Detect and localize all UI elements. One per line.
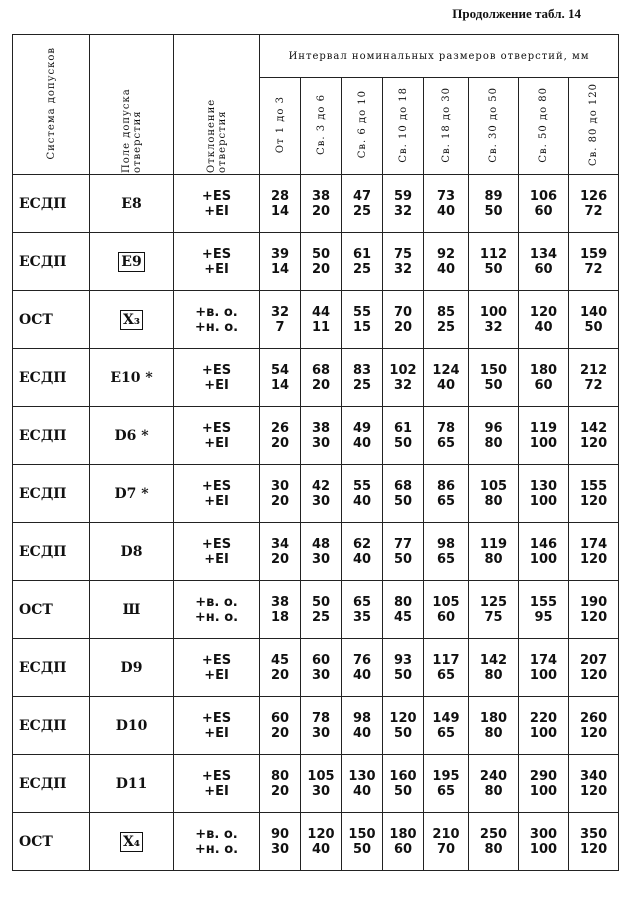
deviation-value-cell: 180 80 xyxy=(469,697,519,755)
deviation-value-cell: 73 40 xyxy=(424,175,469,233)
system-cell: ОСТ xyxy=(13,291,90,349)
deviation-value-cell: 93 50 xyxy=(383,639,424,697)
deviation-value-cell: 38 30 xyxy=(301,407,342,465)
table-caption: Продолжение табл. 14 xyxy=(452,6,581,21)
deviation-cell: +ES +EI xyxy=(174,349,260,407)
deviation-value-cell: 105 30 xyxy=(301,755,342,813)
table-row xyxy=(13,465,619,523)
deviation-value-cell: 300 100 xyxy=(519,813,569,871)
deviation-value-cell: 76 40 xyxy=(342,639,383,697)
deviation-value-cell: 350 120 xyxy=(569,813,619,871)
deviation-value-cell: 90 30 xyxy=(260,813,301,871)
header-deviation: Отклонение отверстия xyxy=(174,35,260,175)
deviation-value-cell: 149 65 xyxy=(424,697,469,755)
table-row xyxy=(13,233,619,291)
deviation-value-cell: 117 65 xyxy=(424,639,469,697)
deviation-cell: +ES +EI xyxy=(174,233,260,291)
deviation-value-cell: 78 30 xyxy=(301,697,342,755)
deviation-value-cell: 142 120 xyxy=(569,407,619,465)
tolerance-field-cell: E10 * xyxy=(90,349,174,407)
header-interval: Св. 30 до 50 xyxy=(469,78,519,175)
deviation-value-cell: 120 50 xyxy=(383,697,424,755)
deviation-value-cell: 85 25 xyxy=(424,291,469,349)
deviation-value-cell: 160 50 xyxy=(383,755,424,813)
header-interval: Св. 6 до 10 xyxy=(342,78,383,175)
deviation-value-cell: 80 20 xyxy=(260,755,301,813)
deviation-value-cell: 125 75 xyxy=(469,581,519,639)
deviation-value-cell: 220 100 xyxy=(519,697,569,755)
tolerance-field-cell: X₄ xyxy=(90,813,174,871)
table-row xyxy=(13,407,619,465)
deviation-value-cell: 96 80 xyxy=(469,407,519,465)
deviation-value-cell: 207 120 xyxy=(569,639,619,697)
tolerance-field-cell: D11 xyxy=(90,755,174,813)
system-cell: ЕСДП xyxy=(13,523,90,581)
deviation-cell: +ES +EI xyxy=(174,755,260,813)
system-cell: ОСТ xyxy=(13,581,90,639)
deviation-value-cell: 105 60 xyxy=(424,581,469,639)
deviation-value-cell: 159 72 xyxy=(569,233,619,291)
system-cell: ЕСДП xyxy=(13,639,90,697)
tolerance-field-cell: E9 xyxy=(90,233,174,291)
deviation-value-cell: 119 100 xyxy=(519,407,569,465)
deviation-value-cell: 34 20 xyxy=(260,523,301,581)
deviation-cell: +ES +EI xyxy=(174,697,260,755)
deviation-value-cell: 290 100 xyxy=(519,755,569,813)
deviation-value-cell: 65 35 xyxy=(342,581,383,639)
deviation-value-cell: 142 80 xyxy=(469,639,519,697)
deviation-cell: +ES +EI xyxy=(174,523,260,581)
header-interval-group: Интервал номинальных размеров отверстий, мм xyxy=(260,35,619,78)
deviation-value-cell: 55 40 xyxy=(342,465,383,523)
deviation-value-cell: 75 32 xyxy=(383,233,424,291)
table-row xyxy=(13,291,619,349)
header-interval: Св. 80 до 120 xyxy=(569,78,619,175)
deviation-value-cell: 120 40 xyxy=(301,813,342,871)
deviation-value-cell: 70 20 xyxy=(383,291,424,349)
deviation-value-cell: 126 72 xyxy=(569,175,619,233)
deviation-value-cell: 77 50 xyxy=(383,523,424,581)
deviation-value-cell: 98 65 xyxy=(424,523,469,581)
header-interval: Св. 3 до 6 xyxy=(301,78,342,175)
deviation-value-cell: 140 50 xyxy=(569,291,619,349)
system-cell: ЕСДП xyxy=(13,407,90,465)
header-interval: Св. 50 до 80 xyxy=(519,78,569,175)
tolerance-field-cell: X₃ xyxy=(90,291,174,349)
deviation-value-cell: 42 30 xyxy=(301,465,342,523)
deviation-value-cell: 240 80 xyxy=(469,755,519,813)
deviation-value-cell: 89 50 xyxy=(469,175,519,233)
deviation-value-cell: 260 120 xyxy=(569,697,619,755)
deviation-value-cell: 190 120 xyxy=(569,581,619,639)
header-field: Поле допуска отверстия xyxy=(90,35,174,175)
deviation-value-cell: 120 40 xyxy=(519,291,569,349)
deviation-value-cell: 50 20 xyxy=(301,233,342,291)
deviation-value-cell: 38 18 xyxy=(260,581,301,639)
deviation-value-cell: 68 20 xyxy=(301,349,342,407)
tolerance-field-cell: D7 * xyxy=(90,465,174,523)
header-system: Система допусков xyxy=(13,35,90,175)
deviation-value-cell: 68 50 xyxy=(383,465,424,523)
deviation-value-cell: 130 100 xyxy=(519,465,569,523)
deviation-value-cell: 212 72 xyxy=(569,349,619,407)
system-cell: ЕСДП xyxy=(13,233,90,291)
deviation-cell: +ES +EI xyxy=(174,639,260,697)
deviation-value-cell: 28 14 xyxy=(260,175,301,233)
deviation-value-cell: 124 40 xyxy=(424,349,469,407)
deviation-value-cell: 180 60 xyxy=(519,349,569,407)
deviation-cell: +ES +EI xyxy=(174,465,260,523)
deviation-value-cell: 150 50 xyxy=(469,349,519,407)
table-row xyxy=(13,697,619,755)
deviation-value-cell: 134 60 xyxy=(519,233,569,291)
deviation-value-cell: 174 120 xyxy=(569,523,619,581)
table-row xyxy=(13,581,619,639)
header-interval: Св. 10 до 18 xyxy=(383,78,424,175)
deviation-value-cell: 98 40 xyxy=(342,697,383,755)
tolerance-field-cell: D8 xyxy=(90,523,174,581)
deviation-value-cell: 26 20 xyxy=(260,407,301,465)
table-row xyxy=(13,639,619,697)
deviation-value-cell: 174 100 xyxy=(519,639,569,697)
tolerance-field-cell: D10 xyxy=(90,697,174,755)
deviation-value-cell: 102 32 xyxy=(383,349,424,407)
deviation-value-cell: 105 80 xyxy=(469,465,519,523)
deviation-value-cell: 150 50 xyxy=(342,813,383,871)
deviation-value-cell: 155 95 xyxy=(519,581,569,639)
deviation-value-cell: 106 60 xyxy=(519,175,569,233)
deviation-value-cell: 86 65 xyxy=(424,465,469,523)
deviation-value-cell: 146 100 xyxy=(519,523,569,581)
table-row xyxy=(13,349,619,407)
deviation-value-cell: 55 15 xyxy=(342,291,383,349)
tolerance-field-cell: D6 * xyxy=(90,407,174,465)
deviation-value-cell: 54 14 xyxy=(260,349,301,407)
table-row xyxy=(13,755,619,813)
deviation-value-cell: 49 40 xyxy=(342,407,383,465)
system-cell: ЕСДП xyxy=(13,465,90,523)
table-row xyxy=(13,813,619,871)
deviation-value-cell: 210 70 xyxy=(424,813,469,871)
deviation-value-cell: 39 14 xyxy=(260,233,301,291)
tolerance-table xyxy=(12,34,619,871)
tolerance-field-cell: Ш xyxy=(90,581,174,639)
header-interval: От 1 до 3 xyxy=(260,78,301,175)
deviation-value-cell: 60 30 xyxy=(301,639,342,697)
deviation-value-cell: 92 40 xyxy=(424,233,469,291)
deviation-value-cell: 100 32 xyxy=(469,291,519,349)
deviation-cell: +ES +EI xyxy=(174,175,260,233)
deviation-value-cell: 50 25 xyxy=(301,581,342,639)
deviation-value-cell: 61 50 xyxy=(383,407,424,465)
deviation-value-cell: 38 20 xyxy=(301,175,342,233)
tolerance-field-cell: E8 xyxy=(90,175,174,233)
deviation-value-cell: 155 120 xyxy=(569,465,619,523)
deviation-value-cell: 180 60 xyxy=(383,813,424,871)
deviation-value-cell: 61 25 xyxy=(342,233,383,291)
system-cell: ЕСДП xyxy=(13,697,90,755)
deviation-value-cell: 32 7 xyxy=(260,291,301,349)
deviation-value-cell: 250 80 xyxy=(469,813,519,871)
deviation-value-cell: 30 20 xyxy=(260,465,301,523)
deviation-cell: +ES +EI xyxy=(174,407,260,465)
deviation-value-cell: 130 40 xyxy=(342,755,383,813)
header-interval: Св. 18 до 30 xyxy=(424,78,469,175)
deviation-cell: +в. о. +н. о. xyxy=(174,291,260,349)
table-row xyxy=(13,175,619,233)
deviation-value-cell: 195 65 xyxy=(424,755,469,813)
system-cell: ЕСДП xyxy=(13,755,90,813)
deviation-value-cell: 45 20 xyxy=(260,639,301,697)
deviation-value-cell: 78 65 xyxy=(424,407,469,465)
deviation-value-cell: 80 45 xyxy=(383,581,424,639)
deviation-value-cell: 83 25 xyxy=(342,349,383,407)
deviation-value-cell: 60 20 xyxy=(260,697,301,755)
deviation-value-cell: 340 120 xyxy=(569,755,619,813)
deviation-cell: +в. о. +н. о. xyxy=(174,813,260,871)
deviation-value-cell: 44 11 xyxy=(301,291,342,349)
deviation-value-cell: 119 80 xyxy=(469,523,519,581)
deviation-value-cell: 47 25 xyxy=(342,175,383,233)
tolerance-field-cell: D9 xyxy=(90,639,174,697)
system-cell: ЕСДП xyxy=(13,349,90,407)
deviation-value-cell: 59 32 xyxy=(383,175,424,233)
deviation-value-cell: 62 40 xyxy=(342,523,383,581)
deviation-value-cell: 112 50 xyxy=(469,233,519,291)
system-cell: ЕСДП xyxy=(13,175,90,233)
deviation-value-cell: 48 30 xyxy=(301,523,342,581)
table-row xyxy=(13,523,619,581)
system-cell: ОСТ xyxy=(13,813,90,871)
deviation-cell: +в. о. +н. о. xyxy=(174,581,260,639)
